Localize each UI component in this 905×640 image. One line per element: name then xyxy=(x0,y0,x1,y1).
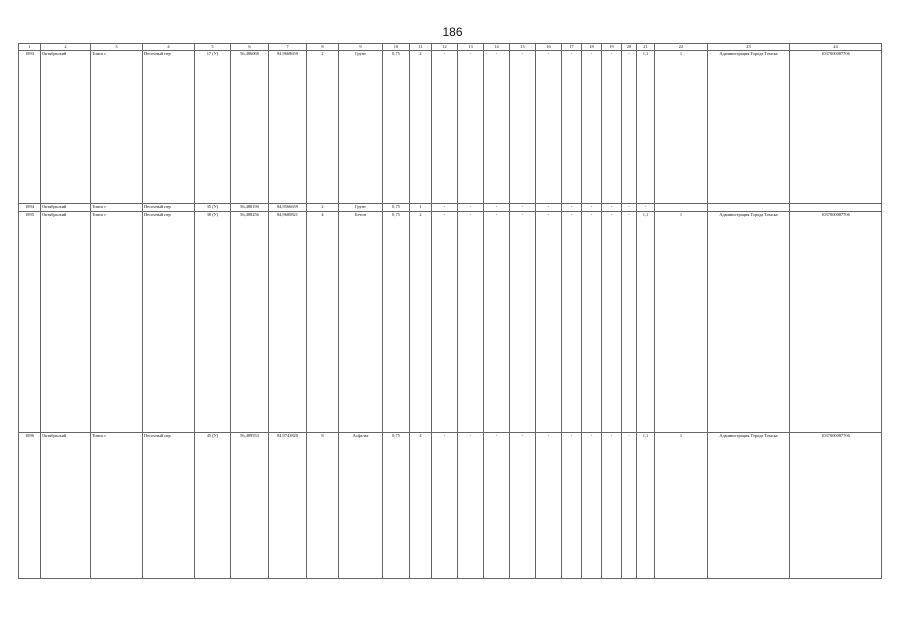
table-cell: - xyxy=(458,51,484,204)
table-cell: 1037000087706 xyxy=(790,433,882,579)
table-cell: - xyxy=(432,51,458,204)
table-row xyxy=(19,203,882,211)
table-cell: 1037000087706 xyxy=(790,51,882,204)
column-header: 21 xyxy=(637,44,655,51)
table-cell: 2 xyxy=(307,51,339,204)
table-cell: - xyxy=(484,211,510,433)
table-cell: Администрация Города Томска xyxy=(708,211,790,433)
table-cell: Песочный пер xyxy=(143,51,195,204)
table-cell: - xyxy=(602,51,622,204)
table-row xyxy=(19,51,882,204)
table-cell: - xyxy=(622,203,637,211)
table-cell: Томск г xyxy=(91,211,143,433)
table-cell: Грунт xyxy=(339,51,383,204)
table-cell: - xyxy=(622,211,637,433)
table-cell: 56,488190 xyxy=(231,203,269,211)
table-cell: Октябрьский xyxy=(41,211,91,433)
column-header: 4 xyxy=(143,44,195,51)
table-cell: 17 (У) xyxy=(195,51,231,204)
column-header: 1 xyxy=(19,44,41,51)
table-cell: 56,489553 xyxy=(231,433,269,579)
column-header: 2 xyxy=(41,44,91,51)
table-cell: 1 xyxy=(655,211,708,433)
table-cell: 0,75 xyxy=(383,203,410,211)
table-cell: - xyxy=(484,433,510,579)
registry-table xyxy=(18,43,882,579)
table-cell: - xyxy=(622,51,637,204)
table-cell xyxy=(655,203,708,211)
table-cell: 84,9668659 xyxy=(269,51,307,204)
table-cell: - xyxy=(602,203,622,211)
table-cell: 1,1 xyxy=(637,51,655,204)
column-header: 16 xyxy=(536,44,562,51)
table-cell: 84,9566659 xyxy=(269,203,307,211)
table-cell: - xyxy=(484,203,510,211)
table-cell: 38 (У) xyxy=(195,211,231,433)
table-cell: Асфальт xyxy=(339,433,383,579)
table-cell: - xyxy=(458,433,484,579)
table-cell: - xyxy=(536,433,562,579)
table-cell: - xyxy=(582,51,602,204)
table-row xyxy=(19,433,882,579)
page-number: 186 xyxy=(442,25,463,39)
column-header: 18 xyxy=(582,44,602,51)
table-cell: Томск г xyxy=(91,433,143,579)
table-row xyxy=(19,211,882,433)
table-cell: Октябрьский xyxy=(41,203,91,211)
table-cell: - xyxy=(510,211,536,433)
column-header: 9 xyxy=(339,44,383,51)
table-cell: - xyxy=(602,433,622,579)
table-cell: 0,75 xyxy=(383,51,410,204)
table-cell: Песочный пер xyxy=(143,433,195,579)
table-cell: - xyxy=(602,211,622,433)
table-cell: - xyxy=(622,433,637,579)
table-cell: 84,9743820 xyxy=(269,433,307,579)
table-cell: 0,75 xyxy=(383,433,410,579)
table-cell: 1037000087706 xyxy=(790,211,882,433)
column-header: 10 xyxy=(383,44,410,51)
table-cell: 2 xyxy=(410,51,432,204)
table-cell: Томск г xyxy=(91,203,143,211)
column-header: 6 xyxy=(231,44,269,51)
table-cell: - xyxy=(458,203,484,211)
table-cell: Песочный пер xyxy=(143,203,195,211)
column-header: 23 xyxy=(708,44,790,51)
column-header: 13 xyxy=(458,44,484,51)
column-header: 20 xyxy=(622,44,637,51)
table-cell: - xyxy=(458,211,484,433)
table-cell: Октябрьский xyxy=(41,51,91,204)
table-cell: - xyxy=(582,211,602,433)
column-header: 15 xyxy=(510,44,536,51)
table-cell: 4 xyxy=(307,211,339,433)
column-header: 3 xyxy=(91,44,143,51)
table-cell: Администрация Города Томска xyxy=(708,433,790,579)
table-cell: 8 xyxy=(307,433,339,579)
table-cell: - xyxy=(562,211,582,433)
table-cell: - xyxy=(637,203,655,211)
table-cell: 1,1 xyxy=(637,433,655,579)
table-cell: - xyxy=(536,203,562,211)
table-cell: - xyxy=(432,433,458,579)
table-cell: 4 xyxy=(410,433,432,579)
table-cell: 2 xyxy=(410,211,432,433)
table-cell: 45 (У) xyxy=(195,433,231,579)
column-header: 19 xyxy=(602,44,622,51)
table-cell: - xyxy=(432,211,458,433)
table-cell: Администрация Города Томска xyxy=(708,51,790,204)
table-cell: - xyxy=(582,433,602,579)
table-cell: 1895 xyxy=(19,211,41,433)
table-cell: - xyxy=(562,51,582,204)
table-cell: - xyxy=(510,433,536,579)
table-cell: - xyxy=(562,203,582,211)
column-header: 14 xyxy=(484,44,510,51)
table-cell: Бетон xyxy=(339,211,383,433)
table-cell: 1 xyxy=(655,433,708,579)
table-cell xyxy=(708,203,790,211)
table-cell: 56,486068 xyxy=(231,51,269,204)
table-cell: - xyxy=(510,51,536,204)
table-cell: Октябрьский xyxy=(41,433,91,579)
table-cell: - xyxy=(510,203,536,211)
column-header: 8 xyxy=(307,44,339,51)
table-cell: - xyxy=(562,433,582,579)
table-cell: Грунт xyxy=(339,203,383,211)
table-cell: Томск г xyxy=(91,51,143,204)
column-header: 17 xyxy=(562,44,582,51)
header-row xyxy=(19,44,882,51)
table-cell: 1,1 xyxy=(637,211,655,433)
table-cell: 1896 xyxy=(19,433,41,579)
column-header: 7 xyxy=(269,44,307,51)
table-cell xyxy=(790,203,882,211)
table-cell: 1 xyxy=(410,203,432,211)
column-header: 5 xyxy=(195,44,231,51)
table-cell: 84,9600821 xyxy=(269,211,307,433)
table-cell: 0,75 xyxy=(383,211,410,433)
table-cell: - xyxy=(536,211,562,433)
table-cell: 2 xyxy=(307,203,339,211)
table-cell: - xyxy=(484,51,510,204)
table-cell: 56,488256 xyxy=(231,211,269,433)
table-cell: - xyxy=(582,203,602,211)
column-header: 24 xyxy=(790,44,882,51)
column-header: 22 xyxy=(655,44,708,51)
column-header: 11 xyxy=(410,44,432,51)
table-cell: 35 (У) xyxy=(195,203,231,211)
table-cell: 1894 xyxy=(19,203,41,211)
table-cell: - xyxy=(432,203,458,211)
table-cell: - xyxy=(536,51,562,204)
table-cell: 1893 xyxy=(19,51,41,204)
table-cell: 1 xyxy=(655,51,708,204)
table-cell: Песочный пер xyxy=(143,211,195,433)
column-header: 12 xyxy=(432,44,458,51)
